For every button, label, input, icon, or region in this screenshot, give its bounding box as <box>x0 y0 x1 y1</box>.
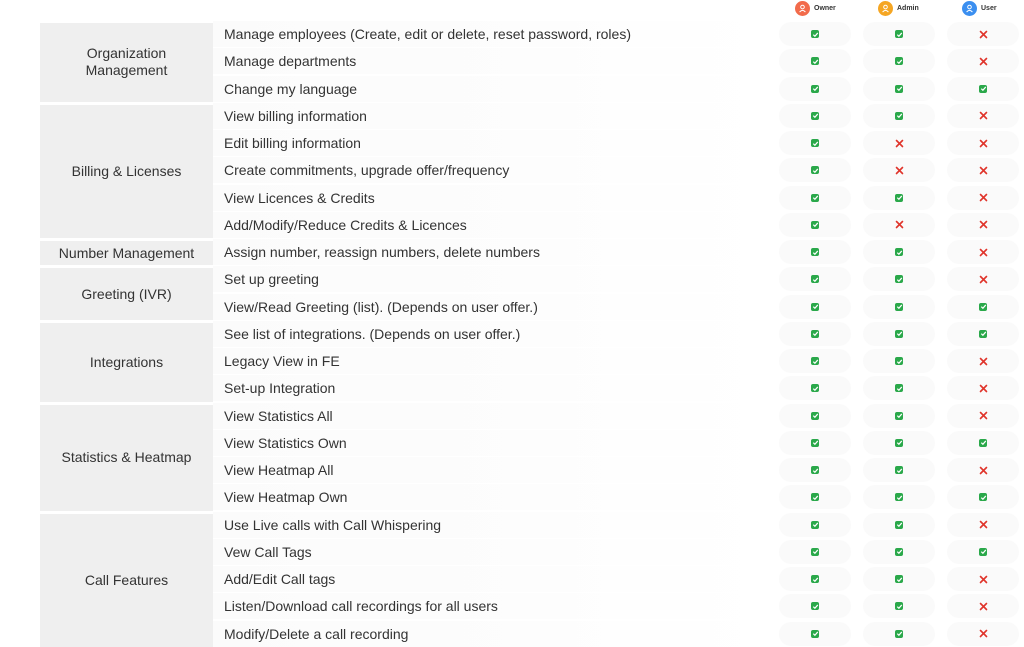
permission-cell-user <box>947 22 1019 46</box>
role-label: User <box>981 4 997 12</box>
permission-cell-user <box>947 485 1019 509</box>
check-icon <box>895 575 903 583</box>
check-icon <box>811 57 819 65</box>
check-icon <box>895 303 903 311</box>
permission-cell-owner <box>779 540 851 564</box>
permission-label: View Statistics All <box>224 407 333 424</box>
permission-cell-owner <box>779 22 851 46</box>
check-icon <box>811 30 819 38</box>
cross-icon <box>979 139 988 148</box>
permission-cell-owner <box>779 404 851 428</box>
permission-cell-user <box>947 186 1019 210</box>
check-icon <box>811 493 819 501</box>
permission-cell-owner <box>779 431 851 455</box>
check-icon <box>811 602 819 610</box>
check-icon <box>895 57 903 65</box>
group-greeting-ivr <box>40 268 213 320</box>
permission-label: Set up greeting <box>224 271 319 288</box>
group-statistics-heatmap <box>40 405 213 511</box>
permission-cell-owner <box>779 513 851 537</box>
check-icon <box>895 384 903 392</box>
permission-cell-user <box>947 49 1019 73</box>
check-icon <box>811 630 819 638</box>
cross-icon <box>979 220 988 229</box>
permission-cell-admin <box>863 49 935 73</box>
permission-cell-admin <box>863 404 935 428</box>
permission-cell-user <box>947 622 1019 646</box>
permission-label: Vew Call Tags <box>224 543 312 560</box>
permission-cell-user <box>947 513 1019 537</box>
permission-cell-owner <box>779 186 851 210</box>
group-label: Number Management <box>58 244 195 261</box>
check-icon <box>811 439 819 447</box>
cross-icon <box>979 411 988 420</box>
permission-cell-owner <box>779 49 851 73</box>
permission-label: See list of integrations. (Depends on user offer.) <box>224 325 521 342</box>
permission-cell-admin <box>863 431 935 455</box>
permission-cell-owner <box>779 622 851 646</box>
permission-cell-owner <box>779 594 851 618</box>
permission-cell-owner <box>779 240 851 264</box>
check-icon <box>895 548 903 556</box>
cross-icon <box>979 166 988 175</box>
permission-cell-owner <box>779 322 851 346</box>
permission-cell-admin <box>863 622 935 646</box>
check-icon <box>811 330 819 338</box>
check-icon <box>895 330 903 338</box>
permission-cell-admin <box>863 267 935 291</box>
check-icon <box>811 248 819 256</box>
permission-cell-user <box>947 594 1019 618</box>
permission-label: View Statistics Own <box>224 434 347 451</box>
group-label: Billing & Licenses <box>71 162 182 179</box>
permission-label: Legacy View in FE <box>224 353 340 369</box>
check-icon <box>811 303 819 311</box>
permission-cell-user <box>947 131 1019 155</box>
check-icon <box>895 275 903 283</box>
cross-icon <box>979 248 988 257</box>
permission-label: View/Read Greeting (list). (Depends on user offer.) <box>224 298 538 315</box>
cross-icon <box>979 357 988 366</box>
permission-label: Manage employees (Create, edit or delete, reset password, roles) <box>224 26 631 42</box>
permission-cell-admin <box>863 295 935 319</box>
permission-cell-owner <box>779 158 851 182</box>
check-icon <box>895 30 903 38</box>
permission-cell-owner <box>779 485 851 509</box>
cross-icon <box>979 111 988 120</box>
permission-label: Add/Modify/Reduce Credits & Licences <box>224 216 467 233</box>
permission-cell-owner <box>779 349 851 373</box>
check-icon <box>811 357 819 365</box>
check-icon <box>811 548 819 556</box>
permission-cell-admin <box>863 485 935 509</box>
permission-cell-admin <box>863 77 935 101</box>
permission-cell-user <box>947 431 1019 455</box>
permission-label: Add/Edit Call tags <box>224 571 336 587</box>
permission-cell-owner <box>779 295 851 319</box>
check-icon <box>895 248 903 256</box>
permission-cell-owner <box>779 104 851 128</box>
permission-cell-admin <box>863 22 935 46</box>
permission-cell-admin <box>863 540 935 564</box>
permission-cell-admin <box>863 186 935 210</box>
check-icon <box>979 493 987 501</box>
permission-cell-user <box>947 404 1019 428</box>
group-label: Call Features <box>84 571 169 588</box>
permission-label: Listen/Download call recordings for all users <box>224 598 498 615</box>
permission-label: View Heatmap Own <box>224 489 348 506</box>
cross-icon <box>895 166 904 175</box>
permission-label: Change my language <box>224 80 358 97</box>
permission-cell-admin <box>863 240 935 264</box>
check-icon <box>979 330 987 338</box>
check-icon <box>895 602 903 610</box>
cross-icon <box>979 520 988 529</box>
group-organization-management <box>40 23 213 102</box>
check-icon <box>895 630 903 638</box>
cross-icon <box>979 30 988 39</box>
permission-cell-admin <box>863 458 935 482</box>
permission-cell-owner <box>779 131 851 155</box>
group-label: Greeting (IVR) <box>81 285 172 302</box>
cross-icon <box>979 629 988 638</box>
permission-cell-owner <box>779 458 851 482</box>
permission-label: Use Live calls with Call Whispering <box>224 516 442 533</box>
permission-cell-admin <box>863 594 935 618</box>
check-icon <box>895 85 903 93</box>
permission-label: View Heatmap All <box>224 462 334 478</box>
permission-cell-user <box>947 376 1019 400</box>
permission-cell-admin <box>863 376 935 400</box>
permission-cell-owner <box>779 376 851 400</box>
group-label: Statistics & Heatmap <box>61 449 192 465</box>
permission-cell-admin <box>863 158 935 182</box>
check-icon <box>979 439 987 447</box>
permission-label: Set-up Integration <box>224 380 336 397</box>
cross-icon <box>895 220 904 229</box>
permission-cell-admin <box>863 567 935 591</box>
permission-cell-admin <box>863 513 935 537</box>
permission-cell-user <box>947 295 1019 319</box>
permission-label: Create commitments, upgrade offer/frequency <box>224 162 510 179</box>
check-icon <box>811 139 819 147</box>
permission-cell-owner <box>779 267 851 291</box>
group-billing-licenses <box>40 105 213 238</box>
permission-cell-user <box>947 104 1019 128</box>
group-label: Organization Management <box>85 45 168 79</box>
permission-label: View Licences & Credits <box>224 189 375 206</box>
permission-cell-user <box>947 267 1019 291</box>
user-icon <box>795 1 810 16</box>
check-icon <box>811 166 819 174</box>
check-icon <box>811 85 819 93</box>
check-icon <box>979 548 987 556</box>
role-header-user <box>962 0 997 16</box>
user-icon <box>878 1 893 16</box>
cross-icon <box>979 602 988 611</box>
permission-cell-owner <box>779 77 851 101</box>
group-call-features <box>40 514 213 647</box>
permission-cell-user <box>947 322 1019 346</box>
check-icon <box>811 194 819 202</box>
check-icon <box>895 112 903 120</box>
permission-label: View billing information <box>224 107 367 124</box>
check-icon <box>811 112 819 120</box>
check-icon <box>895 357 903 365</box>
permission-cell-user <box>947 540 1019 564</box>
check-icon <box>811 521 819 529</box>
check-icon <box>811 221 819 229</box>
check-icon <box>979 85 987 93</box>
permission-label: Assign number, reassign numbers, delete numbers <box>224 244 540 260</box>
check-icon <box>895 439 903 447</box>
permission-cell-user <box>947 213 1019 237</box>
permission-cell-admin <box>863 213 935 237</box>
group-integrations <box>40 323 213 402</box>
permission-cell-user <box>947 158 1019 182</box>
cross-icon <box>979 384 988 393</box>
cross-icon <box>979 275 988 284</box>
role-label: Owner <box>814 4 836 12</box>
check-icon <box>895 194 903 202</box>
permission-cell-user <box>947 349 1019 373</box>
cross-icon <box>979 193 988 202</box>
permission-label: Manage departments <box>224 53 357 70</box>
cross-icon <box>895 139 904 148</box>
role-label: Admin <box>897 4 919 12</box>
group-number-management <box>40 241 213 265</box>
permission-cell-admin <box>863 104 935 128</box>
check-icon <box>895 521 903 529</box>
check-icon <box>895 466 903 474</box>
check-icon <box>811 275 819 283</box>
group-label: Integrations <box>89 353 164 370</box>
permission-cell-user <box>947 240 1019 264</box>
check-icon <box>811 466 819 474</box>
role-header-admin <box>878 0 919 16</box>
permission-cell-user <box>947 567 1019 591</box>
permission-label: Modify/Delete a call recording <box>224 625 409 642</box>
user-icon <box>962 1 977 16</box>
role-header-owner <box>795 0 836 16</box>
permission-label: Edit billing information <box>224 135 361 151</box>
cross-icon <box>979 57 988 66</box>
permission-cell-admin <box>863 349 935 373</box>
check-icon <box>895 412 903 420</box>
permission-cell-user <box>947 458 1019 482</box>
cross-icon <box>979 575 988 584</box>
permission-cell-owner <box>779 567 851 591</box>
check-icon <box>979 303 987 311</box>
check-icon <box>811 412 819 420</box>
check-icon <box>811 384 819 392</box>
check-icon <box>895 493 903 501</box>
permission-cell-admin <box>863 131 935 155</box>
permission-cell-owner <box>779 213 851 237</box>
check-icon <box>811 575 819 583</box>
permission-cell-admin <box>863 322 935 346</box>
cross-icon <box>979 466 988 475</box>
permission-cell-user <box>947 77 1019 101</box>
